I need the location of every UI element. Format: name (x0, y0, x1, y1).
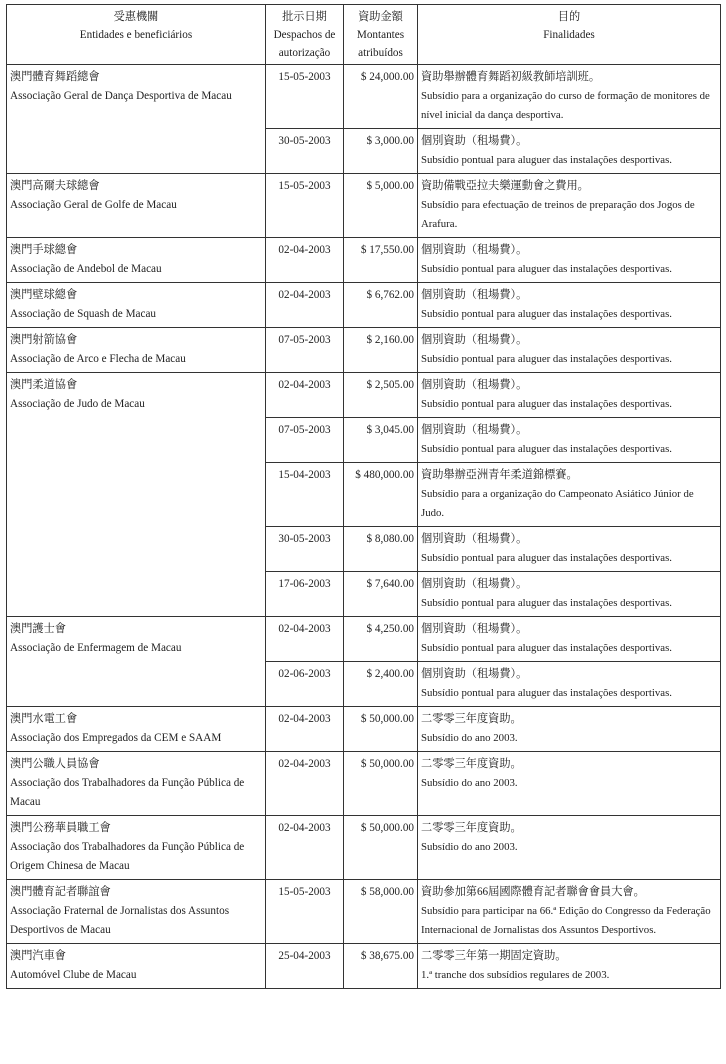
entity-cell (7, 65, 266, 174)
amount-cell (344, 65, 418, 129)
purpose-cell (418, 816, 721, 880)
purpose-pt: Subsídio para efectuação de treinos de preparação dos Jogos de Arafura. (421, 199, 695, 230)
purpose-zh: 個別資助（租場費）。 (421, 668, 528, 680)
entity-cell (7, 944, 266, 989)
header-amount-pt1: Montantes (356, 29, 405, 41)
entity-cell (7, 373, 266, 617)
amount-value: $ 2,400.00 (366, 668, 414, 680)
amount-value: $ 3,045.00 (366, 424, 414, 436)
purpose-zh: 個別資助（租場費）。 (421, 289, 528, 301)
purpose-pt: Subsídio para a organização do curso de formação de monitores de nível inicial da dança desportiva. (421, 90, 710, 121)
authorization-date: 07-05-2003 (278, 334, 331, 346)
entity-cell (7, 707, 266, 752)
entity-name-pt: Associação de Enfermagem de Macau (10, 642, 182, 654)
entity-name-pt: Associação dos Trabalhadores da Função Pública de Macau (10, 777, 245, 808)
amount-value: $ 480,000.00 (355, 469, 414, 481)
header-purpose-pt: Finalidades (543, 29, 595, 41)
amount-cell (344, 373, 418, 418)
date-cell (266, 328, 344, 373)
purpose-cell (418, 65, 721, 129)
authorization-date: 07-05-2003 (278, 424, 331, 436)
purpose-pt: Subsídio pontual para aluguer das instalações desportivas. (421, 353, 672, 365)
amount-cell (344, 283, 418, 328)
amount-value: $ 24,000.00 (360, 71, 414, 83)
table-row (7, 238, 721, 283)
entity-name-pt: Associação de Squash de Macau (10, 308, 157, 320)
date-cell (266, 373, 344, 418)
purpose-zh: 二零零三年度資助。 (421, 758, 522, 770)
purpose-pt: Subsídio pontual para aluguer das instalações desportivas. (421, 552, 672, 564)
purpose-cell (418, 572, 721, 617)
amount-cell (344, 328, 418, 373)
amount-cell (344, 662, 418, 707)
amount-cell (344, 752, 418, 816)
header-purpose (418, 5, 721, 65)
amount-value: $ 7,640.00 (366, 578, 414, 590)
amount-value: $ 2,160.00 (366, 334, 414, 346)
purpose-pt: Subsídio pontual para aluguer das instalações desportivas. (421, 308, 672, 320)
amount-cell (344, 174, 418, 238)
table-row (7, 65, 721, 129)
purpose-cell (418, 752, 721, 816)
entity-name-zh: 澳門體育舞蹈總會 (10, 71, 100, 83)
purpose-cell (418, 617, 721, 662)
entity-name-pt: Associação de Arco e Flecha de Macau (10, 353, 186, 365)
entity-name-zh: 澳門高爾夫球總會 (10, 180, 100, 192)
entity-name-zh: 澳門水電工會 (10, 713, 78, 725)
purpose-zh: 二零零三年度資助。 (421, 713, 522, 725)
amount-value: $ 6,762.00 (366, 289, 414, 301)
purpose-zh: 個別資助（租場費）。 (421, 244, 528, 256)
purpose-zh: 個別資助（租場費）。 (421, 334, 528, 346)
authorization-date: 02-06-2003 (278, 668, 331, 680)
date-cell (266, 65, 344, 129)
purpose-zh: 個別資助（租場費）。 (421, 578, 528, 590)
entity-name-zh: 澳門公務華員職工會 (10, 822, 111, 834)
table-row (7, 944, 721, 989)
table-row (7, 752, 721, 816)
header-entities-pt: Entidades e beneficiários (79, 29, 193, 41)
header-date-zh: 批示日期 (282, 11, 327, 23)
header-date (266, 5, 344, 65)
purpose-pt: Subsídio pontual para aluguer das instalações desportivas. (421, 443, 672, 455)
authorization-date: 02-04-2003 (278, 379, 331, 391)
amount-cell (344, 418, 418, 463)
purpose-zh: 個別資助（租場費）。 (421, 424, 528, 436)
date-cell (266, 174, 344, 238)
entity-name-pt: Associação dos Trabalhadores da Função Pública de Origem Chinesa de Macau (10, 841, 245, 872)
amount-value: $ 4,250.00 (366, 623, 414, 635)
authorization-date: 30-05-2003 (278, 533, 331, 545)
purpose-cell (418, 662, 721, 707)
amount-cell (344, 527, 418, 572)
purpose-zh: 個別資助（租場費）。 (421, 379, 528, 391)
amount-value: $ 3,000.00 (366, 135, 414, 147)
authorization-date: 02-04-2003 (278, 244, 331, 256)
table-row (7, 880, 721, 944)
purpose-pt: 1.ª tranche dos subsídios regulares de 2003. (421, 969, 610, 981)
entity-cell (7, 328, 266, 373)
purpose-cell (418, 129, 721, 174)
date-cell (266, 662, 344, 707)
amount-cell (344, 617, 418, 662)
header-row (7, 5, 721, 65)
header-amount-pt2: atribuídos (358, 47, 403, 59)
purpose-pt: Subsídio pontual para aluguer das instalações desportivas. (421, 642, 672, 654)
purpose-cell (418, 527, 721, 572)
header-entities (7, 5, 266, 65)
header-entities-zh: 受惠機關 (113, 11, 159, 23)
entity-cell (7, 174, 266, 238)
purpose-zh: 個別資助（租場費）。 (421, 533, 528, 545)
authorization-date: 30-05-2003 (278, 135, 331, 147)
date-cell (266, 283, 344, 328)
purpose-pt: Subsídio pontual para aluguer das instalações desportivas. (421, 398, 672, 410)
amount-cell (344, 944, 418, 989)
purpose-pt: Subsídio do ano 2003. (421, 777, 518, 789)
authorization-date: 02-04-2003 (278, 289, 331, 301)
entity-cell (7, 238, 266, 283)
purpose-cell (418, 174, 721, 238)
authorization-date: 25-04-2003 (278, 950, 331, 962)
date-cell (266, 944, 344, 989)
entity-name-pt: Automóvel Clube de Macau (10, 969, 137, 981)
header-date-pt2: autorização (278, 47, 331, 59)
entity-name-zh: 澳門壁球總會 (10, 289, 78, 301)
date-cell (266, 418, 344, 463)
entity-name-pt: Associação Fraternal de Jornalistas dos Assuntos Desportivos de Macau (10, 905, 230, 936)
purpose-cell (418, 944, 721, 989)
purpose-zh: 資助舉辦亞洲青年柔道錦標賽。 (421, 469, 578, 481)
authorization-date: 17-06-2003 (278, 578, 331, 590)
entity-name-zh: 澳門手球總會 (10, 244, 78, 256)
purpose-pt: Subsídio do ano 2003. (421, 841, 518, 853)
amount-value: $ 50,000.00 (360, 758, 414, 770)
entity-cell (7, 283, 266, 328)
authorization-date: 15-05-2003 (278, 180, 331, 192)
purpose-zh: 資助參加第66屆國際體育記者聯會會員大會。 (421, 886, 645, 898)
entity-cell (7, 617, 266, 707)
date-cell (266, 238, 344, 283)
entity-cell (7, 752, 266, 816)
authorization-date: 02-04-2003 (278, 758, 331, 770)
entity-name-zh: 澳門公職人員協會 (10, 758, 100, 770)
amount-cell (344, 129, 418, 174)
amount-cell (344, 880, 418, 944)
amount-cell (344, 238, 418, 283)
entity-name-pt: Associação de Andebol de Macau (10, 263, 162, 275)
authorization-date: 15-05-2003 (278, 886, 331, 898)
date-cell (266, 880, 344, 944)
header-amount (344, 5, 418, 65)
amount-value: $ 50,000.00 (360, 713, 414, 725)
authorization-date: 02-04-2003 (278, 822, 331, 834)
entity-name-zh: 澳門柔道協會 (10, 379, 78, 391)
date-cell (266, 617, 344, 662)
amount-cell (344, 463, 418, 527)
date-cell (266, 129, 344, 174)
amount-cell (344, 572, 418, 617)
purpose-cell (418, 238, 721, 283)
purpose-pt: Subsídio pontual para aluguer das instalações desportivas. (421, 263, 672, 275)
entity-cell (7, 880, 266, 944)
table-row (7, 707, 721, 752)
purpose-zh: 資助備戰亞拉夫樂運動會之費用。 (421, 180, 589, 192)
subsidies-table (6, 4, 721, 989)
authorization-date: 02-04-2003 (278, 623, 331, 635)
amount-value: $ 2,505.00 (366, 379, 414, 391)
table-row (7, 816, 721, 880)
amount-value: $ 5,000.00 (366, 180, 414, 192)
entity-name-pt: Associação dos Empregados da CEM e SAAM (10, 732, 222, 744)
entity-cell (7, 816, 266, 880)
purpose-zh: 個別資助（租場費）。 (421, 135, 528, 147)
table-row (7, 174, 721, 238)
purpose-pt: Subsídio do ano 2003. (421, 732, 518, 744)
amount-value: $ 58,000.00 (360, 886, 414, 898)
table-row (7, 617, 721, 662)
purpose-zh: 資助舉辦體育舞蹈初級教師培訓班。 (421, 71, 601, 83)
header-date-pt1: Despachos de (273, 29, 336, 41)
header-amount-zh: 資助金額 (358, 11, 403, 23)
purpose-zh: 二零零三年度資助。 (421, 822, 522, 834)
date-cell (266, 707, 344, 752)
purpose-pt: Subsídio pontual para aluguer das instalações desportivas. (421, 154, 672, 166)
date-cell (266, 527, 344, 572)
entity-name-pt: Associação Geral de Dança Desportiva de Macau (10, 90, 232, 102)
amount-value: $ 38,675.00 (360, 950, 414, 962)
table-body (7, 65, 721, 989)
amount-value: $ 17,550.00 (360, 244, 414, 256)
purpose-cell (418, 463, 721, 527)
amount-value: $ 50,000.00 (360, 822, 414, 834)
purpose-cell (418, 373, 721, 418)
purpose-zh: 個別資助（租場費）。 (421, 623, 528, 635)
entity-name-zh: 澳門射箭協會 (10, 334, 78, 346)
entity-name-zh: 澳門汽車會 (10, 950, 66, 962)
amount-value: $ 8,080.00 (366, 533, 414, 545)
entity-name-zh: 澳門體育記者聯誼會 (10, 886, 111, 898)
header-purpose-zh: 目的 (557, 11, 581, 23)
purpose-pt: Subsídio para a organização do Campeonato Asiático Júnior de Judo. (421, 488, 694, 519)
purpose-pt: Subsídio para participar na 66.ª Edição do Congresso da Federação Internacional de Jornalistas dos Assuntos Desportivos. (421, 905, 711, 936)
table-row (7, 373, 721, 418)
purpose-cell (418, 283, 721, 328)
date-cell (266, 463, 344, 527)
entity-name-zh: 澳門護士會 (10, 623, 66, 635)
entity-name-pt: Associação Geral de Golfe de Macau (10, 199, 177, 211)
amount-cell (344, 707, 418, 752)
entity-name-pt: Associação de Judo de Macau (10, 398, 145, 410)
purpose-zh: 二零零三年第一期固定資助。 (421, 950, 567, 962)
purpose-pt: Subsídio pontual para aluguer das instalações desportivas. (421, 687, 672, 699)
amount-cell (344, 816, 418, 880)
purpose-cell (418, 328, 721, 373)
authorization-date: 15-04-2003 (278, 469, 331, 481)
purpose-cell (418, 418, 721, 463)
authorization-date: 15-05-2003 (278, 71, 331, 83)
purpose-cell (418, 707, 721, 752)
date-cell (266, 572, 344, 617)
date-cell (266, 752, 344, 816)
table-row (7, 328, 721, 373)
purpose-cell (418, 880, 721, 944)
purpose-pt: Subsídio pontual para aluguer das instalações desportivas. (421, 597, 672, 609)
authorization-date: 02-04-2003 (278, 713, 331, 725)
date-cell (266, 816, 344, 880)
table-row (7, 283, 721, 328)
